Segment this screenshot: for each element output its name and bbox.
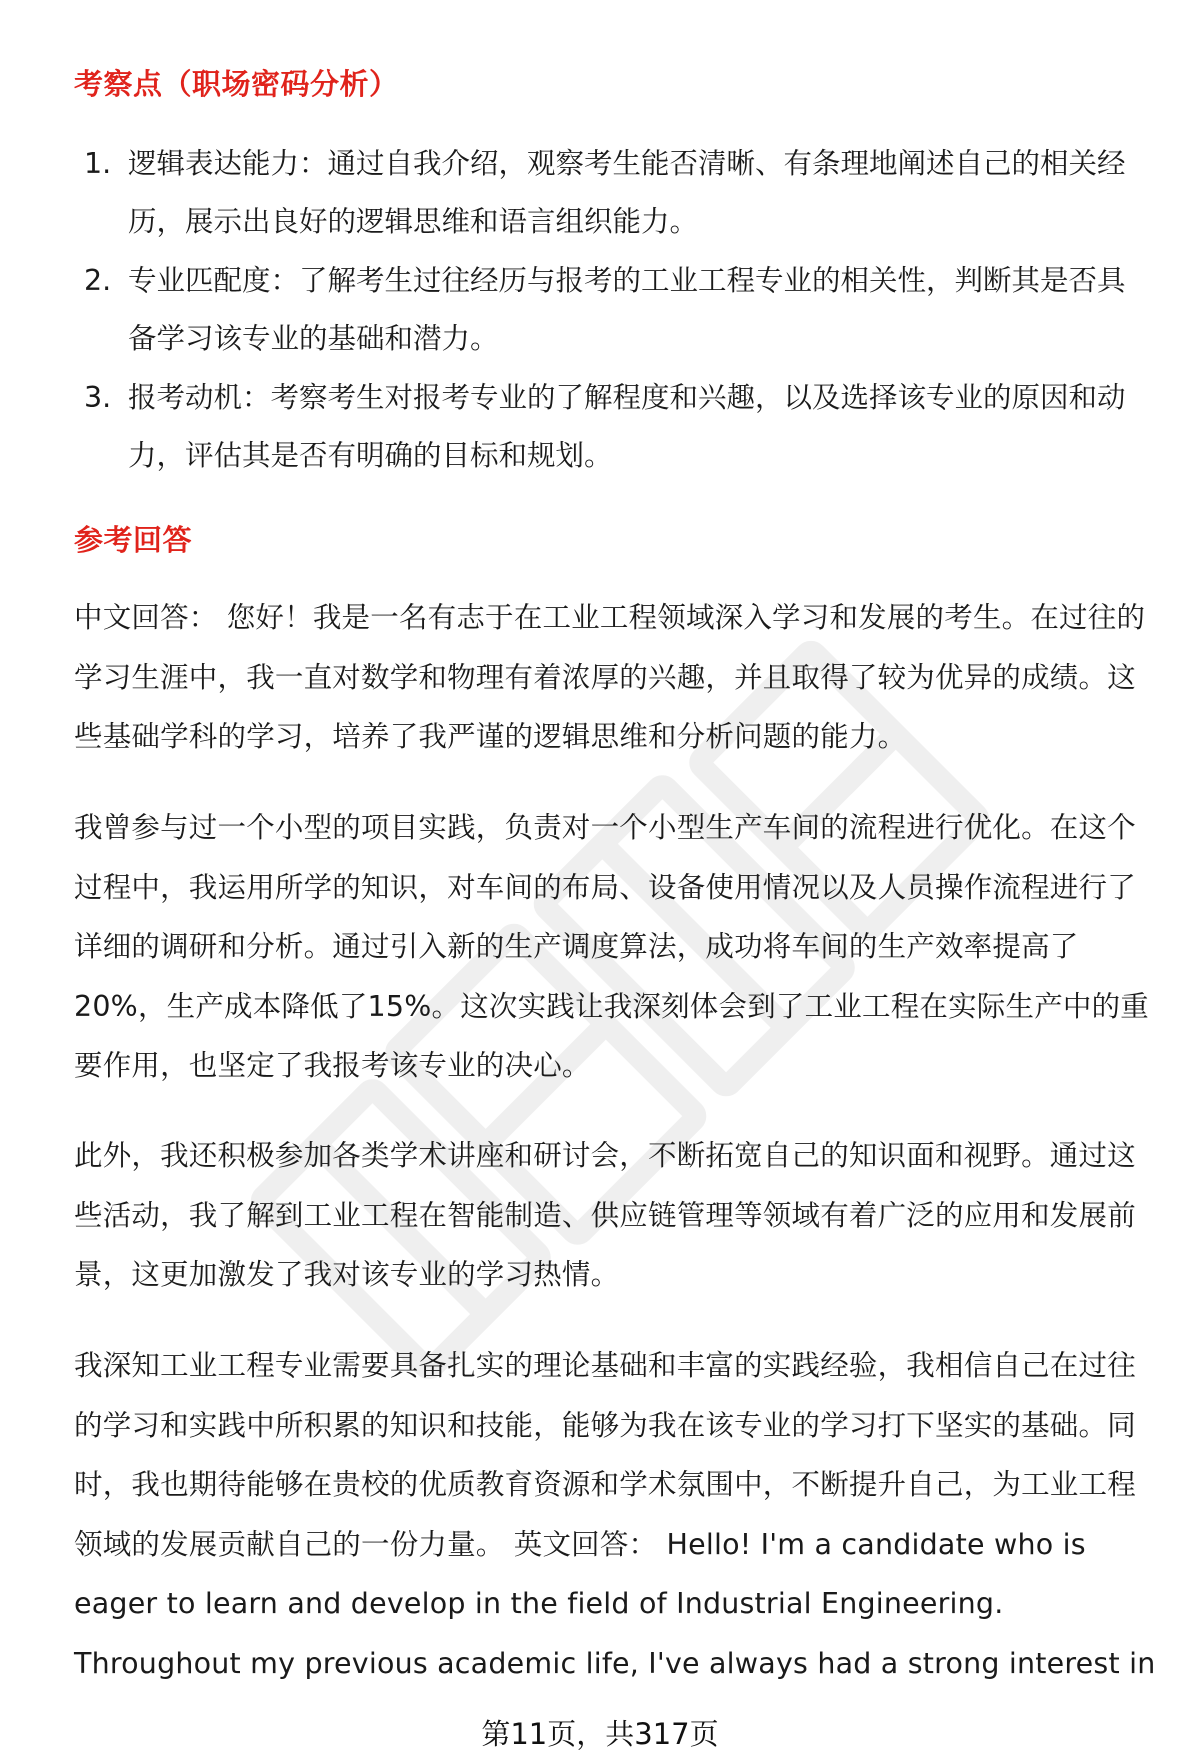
answer-paragraph: 我曾参与过一个小型的项目实践，负责对一个小型生产车间的流程进行优化。在这个过程中，我运用所学的知识，对车间的布局、设备使用情况以及人员操作流程进行了详细的调研和分析。通过引入新的生产调度算法，成功将车间的生产效率提高了20%，生产成本降低了15%。这次实践让我深刻体会到了工业工程在实际生产中的重要作用，也坚定了我报考该专业的决心。	[74, 811, 1149, 1082]
section-heading-reference-answer: 参考回答	[74, 523, 193, 557]
list-item	[74, 252, 1144, 368]
list-item-text: 逻辑表达能力：通过自我介绍，观察考生能否清晰、有条理地阐述自己的相关经历，展示出良好的逻辑思维和语言组织能力。	[128, 147, 1126, 238]
answer-paragraph: 中文回答： 您好！我是一名有志于在工业工程领域深入学习和发展的考生。在过往的学习生涯中，我一直对数学和物理有着浓厚的兴趣，并且取得了较为优异的成绩。这些基础学科的学习，培养了我严谨的逻辑思维和分析问题的能力。	[74, 601, 1146, 753]
list-item-number: 3.	[84, 381, 112, 414]
key-points-list	[74, 135, 1144, 486]
list-item-text: 报考动机：考察考生对报考专业的了解程度和兴趣，以及选择该专业的原因和动力，评估其是否有明确的目标和规划。	[128, 381, 1126, 472]
list-item	[74, 135, 1144, 251]
list-item-text: 专业匹配度：了解考生过往经历与报考的工业工程专业的相关性，判断其是否具备学习该专业的基础和潜力。	[128, 264, 1126, 355]
list-item-number: 1.	[84, 147, 112, 180]
answer-paragraph: 我深知工业工程专业需要具备扎实的理论基础和丰富的实践经验，我相信自己在过往的学习和实践中所积累的知识和技能，能够为我在该专业的学习打下坚实的基础。同时，我也期待能够在贵校的优质教育资源和学术氛围中，不断提升自己，为工业工程领域的发展贡献自己的一份力量。 英文回答： Hello! I'm a candidate who is eager to learn and develop in the field of Industrial Engineering. Throughout my previous academic life, I've always had a strong interest in	[74, 1349, 1156, 1680]
section-heading-key-points: 考察点（职场密码分析）	[74, 67, 399, 101]
page-number-footer: 第11页，共317页	[481, 1717, 719, 1751]
list-item	[74, 369, 1144, 485]
list-item-number: 2.	[84, 264, 112, 297]
answer-paragraph: 此外，我还积极参加各类学术讲座和研讨会，不断拓宽自己的知识面和视野。通过这些活动，我了解到工业工程在智能制造、供应链管理等领域有着广泛的应用和发展前景，这更加激发了我对该专业的学习热情。	[74, 1139, 1136, 1291]
